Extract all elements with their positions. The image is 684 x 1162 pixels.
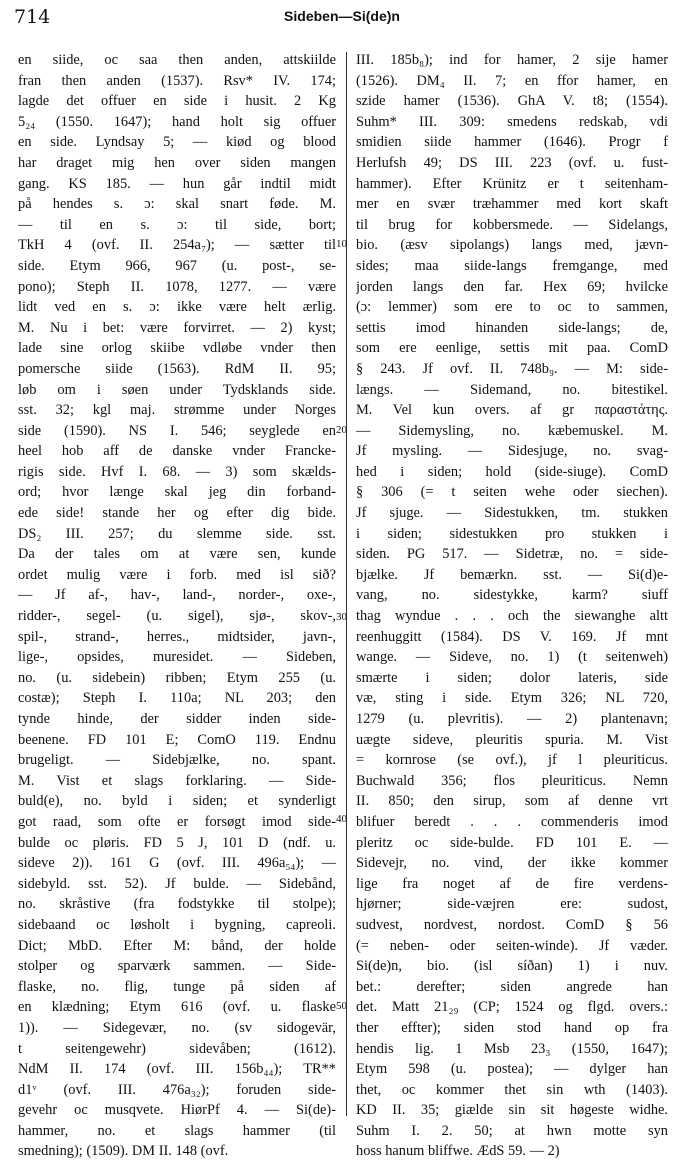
text-line: Sidevejr, no. vind, der ikke kommer — [356, 855, 668, 872]
text-line: blifuer beredt . . . commenderis imod — [356, 813, 668, 830]
text-line: (ɔ: lemmer) som ere to oc to sammen, — [356, 299, 668, 316]
column-divider — [346, 52, 347, 1116]
text-line: § 306 (= t seiten wehe oder siechen). — [356, 484, 668, 501]
text-line: II. 850; den sirup, som af denne vrt — [356, 793, 668, 810]
text-line: Dict; MbD. Efter M: bånd, der holde — [18, 937, 336, 954]
text-line: (= neben- oder seiten-winde). Jf væder. — [356, 937, 668, 954]
text-line: til brug for kobbersmede. — Sidelangs, — [356, 216, 668, 233]
text-line: sides; maa siide-langs fremgange, med — [356, 257, 668, 274]
text-line: hjørner; side-væjren ere: sudost, — [356, 896, 668, 913]
text-line: buld(e), no. byld i siden; et synderligt — [18, 793, 336, 810]
text-line: bet.: derefter; siden angrede han — [356, 978, 668, 995]
text-line: — Jf af-, hav-, land-, norder-, oxe-, — [18, 587, 336, 604]
text-line: mer en svær træhammer med kort skaft — [356, 196, 668, 213]
text-line: i siden; sidestukken pro stukken i — [356, 525, 668, 542]
text-line: ther effter); siden stod hand op fra — [356, 1019, 668, 1036]
text-line: bjælke. Jf bemærkn. sst. — Si(d)e- — [356, 566, 668, 583]
text-line: bio. (æsv sipolangs) langs med, jævn- — [356, 237, 668, 254]
text-line: wange. — Sideve, no. 1) (t seitenweh) — [356, 649, 668, 666]
text-line: — Sidemysling, no. kæbemuskel. M. — [356, 422, 668, 439]
text-line: gang. KS 185. — hun går indtil midt — [18, 175, 336, 192]
text-line: Jf mysling. — Sidesjuge, no. svag- — [356, 443, 668, 460]
text-line: thet, oc kommer thet sin wth (1403). — [356, 1081, 668, 1098]
text-line: siden. PG 517. — Sidetræ, no. = side- — [356, 546, 668, 563]
text-line: heel hob aff de danske vnder Francke- — [18, 443, 336, 460]
text-line: 1279 (u. plevritis). — 2) plantenavn; — [356, 711, 668, 727]
text-line: sideve 2)). 161 G (ovf. III. 496a₅₄); — — [18, 855, 336, 872]
text-line: t seitengewehr) sidevåben; (1612). — [18, 1040, 336, 1057]
text-line: sidebaand oc løsholt i bygning, capreoli. — [18, 916, 336, 933]
text-line: gevehr oc musqvete. HiørPf 4. — Si(de)- — [18, 1102, 336, 1119]
text-line: flaske, no. flig, tunge på siden af — [18, 978, 336, 995]
text-line: lige fra noget af de fire verdens- — [356, 875, 668, 892]
text-line: reenhuggitt (1584). DS V. 169. Jf mnt — [356, 628, 668, 645]
line-number: 30 — [336, 611, 347, 623]
text-line: Etym 598 (u. postea); — dylger han — [356, 1061, 668, 1078]
text-line: Suhm* III. 309: smedens redskab, vdi — [356, 113, 668, 130]
text-line: no. skråstive (fra fodstykke til stolpe); — [18, 896, 336, 913]
text-line: jorden langs den far. Hex 69; hvilcke — [356, 278, 668, 295]
text-line: M. Vel kun overs. af gr παραστάτης. — [356, 402, 668, 419]
text-line: spil-, strand-, herres., midtsider, javn-, — [18, 628, 336, 645]
text-line: smærte i siden; dolor lateris, side — [356, 669, 668, 686]
text-line: længs. — Sidemand, no. bitestikel. — [356, 381, 668, 398]
text-line: lige-, opsides, muresidet. — Sideben, — [18, 649, 336, 666]
text-line: en siide, oc saa then anden, attskiilde — [18, 52, 336, 68]
text-line: III. 185b₈); ind for hamer, 2 sije hamer — [356, 52, 668, 68]
text-line: pono); Steph II. 1078, 1277. — være — [18, 278, 336, 295]
text-line: ede side! stande her og efter dig bide. — [18, 505, 336, 522]
text-line: som ere eenlige, settis mit paa. ComD — [356, 340, 668, 357]
text-line: side. Etym 966, 967 (u. post-, se- — [18, 257, 336, 274]
text-line: no. (u. sidebein) ribben; Etym 255 (u. — [18, 669, 336, 686]
text-line: = kornrose (se ovf.), jf l pleuriticus. — [356, 752, 668, 769]
text-line: NdM II. 174 (ovf. III. 156b₄₄); TR** — [18, 1061, 336, 1078]
text-line: Da der tales om at være sen, kunde — [18, 546, 336, 563]
text-line: hendis lig. 1 Msb 23₃ (1550, 1647); — [356, 1040, 668, 1057]
text-line: thag wyndue . . . och the siewanghe altt — [356, 608, 668, 625]
text-line: smedning); (1509). DM II. 148 (ovf. — [18, 1143, 229, 1160]
text-line: lidt ved en s. ɔ: ikke være helt ærlig. — [18, 299, 336, 316]
line-number: 10 — [336, 238, 347, 250]
text-line: rigis side. Hvf I. 68. — 3) som skælds- — [18, 463, 336, 480]
text-line: settis imod hinanden side-langs; de, — [356, 319, 668, 336]
text-line: KD II. 35; giælde sin sit høgeste widhe. — [356, 1102, 668, 1119]
text-line: Jf sjuge. — Sidestukken, tm. stukken — [356, 505, 668, 522]
text-line: sudvest, nordvest, nordost. ComD § 56 — [356, 916, 668, 933]
text-line: side (1590). NS I. 546; seyglede en — [18, 422, 336, 439]
text-line: got raad, som ofte er forsøgt imod side- — [18, 813, 336, 830]
text-line: lagde det offuer en side i husit. 2 Kg — [18, 93, 336, 110]
text-line: smidien siide hammer (1646). Progr f — [356, 134, 668, 151]
text-line: bulde oc pløris. FD 5 J, 101 D (ndf. u. — [18, 834, 336, 851]
text-line: ordet mulig være i forb. med isl sið? — [18, 566, 336, 583]
text-line: vang, no. sidestykke, karm? siuff — [356, 587, 668, 604]
left-column — [18, 50, 336, 1162]
text-line: Suhm I. 2. 50; at hwn motte syn — [356, 1122, 668, 1139]
text-line: hed i siden; hold (side-siuge). ComD — [356, 463, 668, 480]
text-line: 1)). — Sidegevær, no. (sv sidogevär, — [18, 1019, 336, 1036]
text-line: stolper og sparværk sammen. — Side- — [18, 958, 336, 975]
text-line: brugeligt. — Sidebjælke, no. spant. — [18, 752, 336, 769]
text-line: szide hamer (1536). GhA V. t8; (1554). — [356, 93, 668, 110]
text-line: M. Vist et slags forklaring. — Side- — [18, 772, 336, 789]
text-line: en klædning; Etym 616 (ovf. u. flaske — [18, 999, 336, 1016]
text-line: ord; hvor længe skal jeg din forband- — [18, 484, 336, 501]
text-line: Si(de)n, bio. (isl síðan) 1) i nuv. — [356, 958, 668, 975]
text-line: fran then anden (1537). Rsv* IV. 174; — [18, 72, 336, 89]
text-line: det. Matt 21₂₉ (CP; 1524 og flgd. overs.: — [356, 999, 668, 1016]
text-line: løb om i søen under Tydsklands side. — [18, 381, 336, 398]
page-header — [0, 0, 684, 34]
text-line: sidebyld. sst. 52). Jf bulde. — Sidebånd, — [18, 875, 336, 892]
text-line: 5₂₄ (1550. 1647); hand holt sig offuer — [18, 113, 336, 130]
line-number: 40 — [336, 813, 347, 825]
running-head: Sideben—Si(de)n — [284, 8, 400, 24]
text-line: beenene. FD 101 E; ComO 119. Endnu — [18, 731, 336, 748]
page-number: 714 — [14, 6, 51, 28]
text-line: væ, sting i side. Etym 326; NL 720, — [356, 690, 668, 707]
text-line: lade sine orlog skiibe vdløbe vnder then — [18, 340, 336, 357]
text-line: tynde hinde, der sidder inden side- — [18, 711, 336, 727]
line-number: 50 — [336, 1000, 347, 1012]
text-line: hammer). Efter Krünitz er t seitenham- — [356, 175, 668, 192]
text-line: hoss hanum bliffwe. ÆdS 59. — 2) — [356, 1143, 560, 1160]
text-line: (1526). DM₄ II. 7; en ffor hamer, en — [356, 72, 668, 89]
text-line: costæ); Steph I. 110a; NL 203; den — [18, 690, 336, 707]
text-line: d1ᵛ (ovf. III. 476a₃₂); foruden side- — [18, 1081, 336, 1098]
text-line: hammer, no. et slags hammer (til — [18, 1122, 336, 1139]
text-line: har draget mig hen over siden mangen — [18, 154, 336, 171]
text-line: pleritz oc side-bulde. FD 101 E. — — [356, 834, 668, 851]
right-column — [356, 50, 668, 1162]
text-line: M. Nu i bet: være forvirret. — 2) kyst; — [18, 319, 336, 336]
text-line: Herlufsh 49; DS III. 223 (ovf. u. fust- — [356, 154, 668, 171]
text-line: Buchwald 356; flos pleuriticus. Nemn — [356, 772, 668, 789]
text-line: DS₂ III. 257; du slemme side. sst. — [18, 525, 336, 542]
text-line: på hendes s. ɔ: skal snart føde. M. — [18, 196, 336, 213]
text-line: ridder-, segel- (u. sigel), sjø-, skov-, — [18, 608, 336, 625]
text-line: en side. Lyndsay 5; — kiød og blood — [18, 134, 336, 151]
text-line: TkH 4 (ovf. II. 254a₇); — sætter til — [18, 237, 336, 254]
text-line: sst. 32; kgl maj. strømme under Norges — [18, 402, 336, 419]
text-line: — til en s. ɔ: til side, bort; — [18, 216, 336, 233]
line-number: 20 — [336, 424, 347, 436]
text-line: uægte sideve, pleuritis spuria. M. Vist — [356, 731, 668, 748]
text-line: pomersche siide (1563). RdM II. 95; — [18, 360, 336, 377]
text-line: § 243. Jf ovf. II. 748b₉. — M: side- — [356, 360, 668, 377]
